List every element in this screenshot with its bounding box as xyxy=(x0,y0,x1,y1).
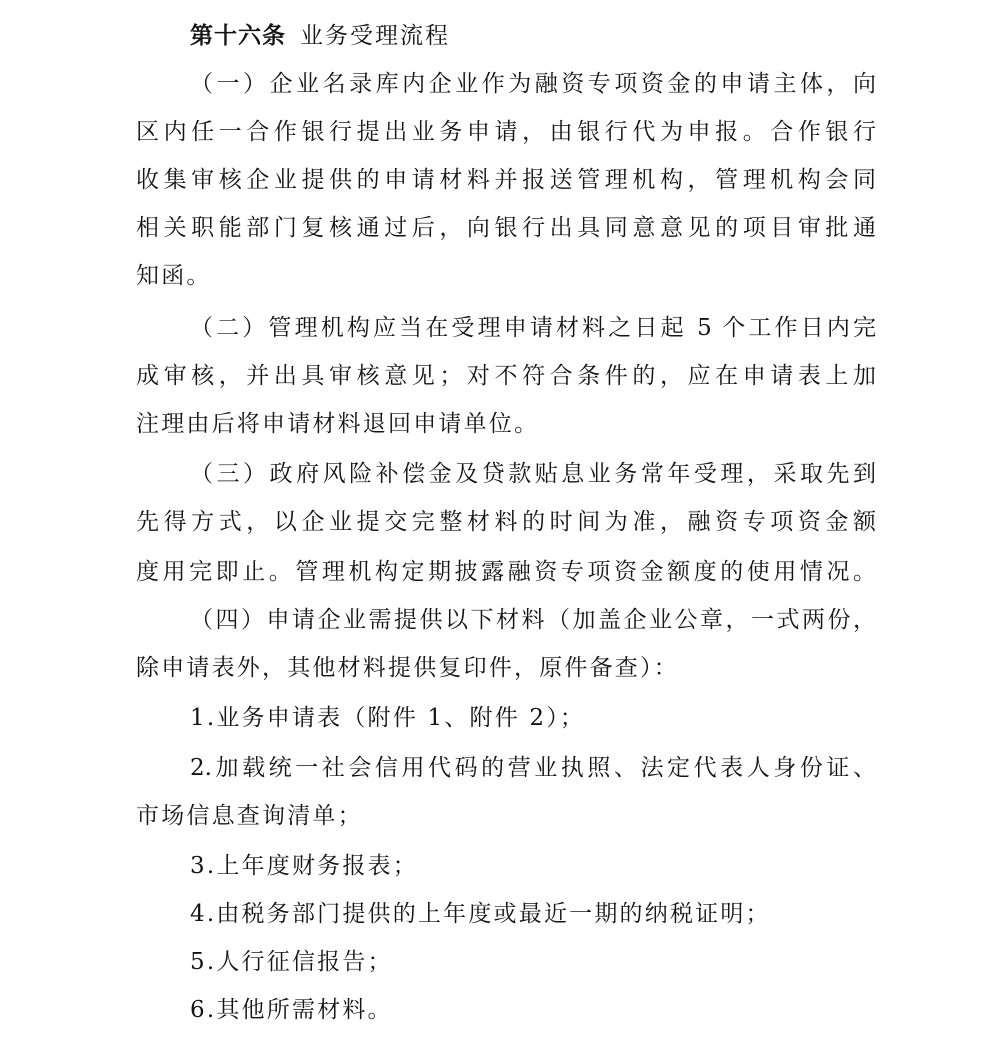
paragraph-4-line-1: （四）申请企业需提供以下材料（加盖企业公章，一式两份， xyxy=(190,607,876,633)
list-item-4: 4.由税务部门提供的上年度或最近一期的纳税证明； xyxy=(190,901,771,927)
paragraph-1-line-5: 知函。 xyxy=(136,263,212,289)
paragraph-2-line-1: （二）管理机构应当在受理申请材料之日起 5 个工作日内完 xyxy=(190,315,876,341)
paragraph-1-line-4: 相关职能部门复核通过后，向银行出具同意意见的项目审批通 xyxy=(136,215,876,241)
paragraph-2-line-2: 成审核，并出具审核意见；对不符合条件的，应在申请表上加 xyxy=(136,363,876,389)
list-item-6: 6.其他所需材料。 xyxy=(190,997,393,1023)
list-item-1: 1.业务申请表（附件 1、附件 2）； xyxy=(190,705,586,731)
list-item-2-line-2: 市场信息查询清单； xyxy=(136,803,363,829)
paragraph-4-line-2: 除申请表外，其他材料提供复印件，原件备查）： xyxy=(136,655,679,681)
paragraph-1-line-3: 收集审核企业提供的申请材料并报送管理机构，管理机构会同 xyxy=(136,167,876,193)
article-title: 业务受理流程 xyxy=(300,23,450,49)
paragraph-2-line-3: 注理由后将申请材料退回申请单位。 xyxy=(136,411,540,437)
paragraph-3-line-2: 先得方式，以企业提交完整材料的时间为准，融资专项资金额 xyxy=(136,509,876,535)
article-label: 第十六条 xyxy=(190,23,286,49)
list-item-5: 5.人行征信报告； xyxy=(190,949,393,975)
paragraph-1-line-2: 区内任一合作银行提出业务申请，由银行代为申报。合作银行 xyxy=(136,119,876,145)
paragraph-3-line-3: 度用完即止。管理机构定期披露融资专项资金额度的使用情况。 xyxy=(136,559,876,585)
list-item-3: 3.上年度财务报表； xyxy=(190,853,418,879)
list-item-2-line-1: 2.加载统一社会信用代码的营业执照、法定代表人身份证、 xyxy=(190,755,876,781)
paragraph-1-line-1: （一）企业名录库内企业作为融资专项资金的申请主体，向 xyxy=(190,71,876,97)
article-heading xyxy=(190,20,450,52)
paragraph-3-line-1: （三）政府风险补偿金及贷款贴息业务常年受理，采取先到 xyxy=(190,461,876,487)
